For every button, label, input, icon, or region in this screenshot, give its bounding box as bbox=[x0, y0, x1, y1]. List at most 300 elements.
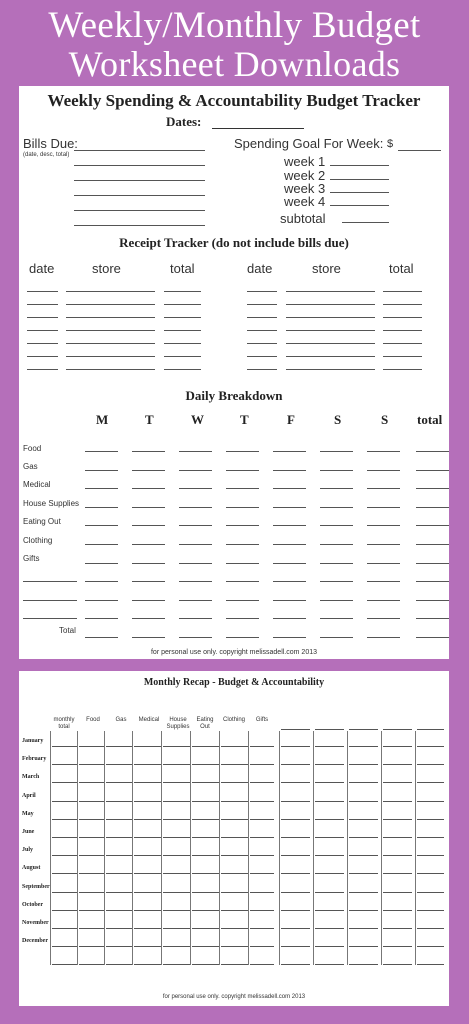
daily-cell-line bbox=[320, 488, 353, 489]
daily-cell-line bbox=[85, 563, 118, 564]
daily-cell-line bbox=[179, 470, 212, 471]
monthly-cell-line bbox=[192, 964, 219, 965]
monthly-column-divider bbox=[104, 731, 105, 965]
monthly-cell-line bbox=[250, 746, 274, 747]
daily-cell-line bbox=[320, 600, 353, 601]
monthly-cell-line bbox=[221, 764, 248, 765]
monthly-cell-line bbox=[221, 928, 248, 929]
daily-cell-line bbox=[179, 563, 212, 564]
daily-extra-category-line bbox=[23, 618, 77, 619]
spending-goal-line bbox=[398, 150, 441, 151]
receipt-tracker-title: Receipt Tracker (do not include bills due) bbox=[119, 235, 349, 250]
monthly-cell-line bbox=[349, 964, 378, 965]
receipt-line bbox=[164, 356, 201, 357]
monthly-cell-line bbox=[192, 746, 219, 747]
monthly-cell-line bbox=[250, 837, 274, 838]
monthly-cell-line bbox=[134, 892, 161, 893]
monthly-cell-line bbox=[221, 946, 248, 947]
daily-cell-line bbox=[416, 525, 449, 526]
daily-cell-line bbox=[132, 563, 165, 564]
daily-cell-line bbox=[367, 525, 400, 526]
receipt-line bbox=[27, 369, 58, 370]
monthly-title: Monthly Recap - Budget & Accountability bbox=[143, 677, 325, 688]
daily-cell-line bbox=[320, 451, 353, 452]
receipt-line bbox=[164, 343, 201, 344]
weekly-tracker-sheet bbox=[19, 86, 449, 659]
daily-cell-line bbox=[132, 488, 165, 489]
monthly-cell-line bbox=[281, 801, 310, 802]
monthly-cell-line bbox=[134, 782, 161, 783]
monthly-cell-line bbox=[106, 910, 132, 911]
monthly-cell-line bbox=[221, 782, 248, 783]
daily-cell-line bbox=[226, 637, 259, 638]
monthly-extra-column-header-line bbox=[315, 729, 344, 730]
day-head-mon: M bbox=[96, 412, 109, 427]
daily-cell-line bbox=[226, 451, 259, 452]
col-clothing: Clothing bbox=[222, 717, 245, 723]
day-head-wed: W bbox=[191, 412, 204, 427]
monthly-cell-line bbox=[134, 910, 161, 911]
col-gifts: Gifts bbox=[255, 717, 269, 723]
daily-cell-line bbox=[179, 618, 212, 619]
monthly-cell-line bbox=[192, 892, 219, 893]
weekly-title: Weekly Spending & Accountability Budget Tracker bbox=[47, 91, 421, 110]
monthly-cell-line bbox=[79, 746, 104, 747]
monthly-cell-line bbox=[417, 928, 444, 929]
month-label: May bbox=[22, 810, 34, 817]
monthly-cell-line bbox=[52, 801, 77, 802]
month-label: March bbox=[22, 774, 40, 781]
monthly-cell-line bbox=[349, 837, 378, 838]
monthly-cell-line bbox=[383, 837, 412, 838]
monthly-extra-column-header-line bbox=[349, 729, 378, 730]
receipt-line bbox=[247, 291, 277, 292]
monthly-column-divider bbox=[347, 731, 348, 965]
month-label: April bbox=[22, 792, 36, 799]
daily-cell-line bbox=[85, 618, 118, 619]
monthly-cell-line bbox=[52, 764, 77, 765]
bills-due-line bbox=[74, 180, 205, 181]
week-2-line bbox=[330, 179, 389, 180]
monthly-extra-column-header-line bbox=[281, 729, 310, 730]
monthly-recap-sheet bbox=[19, 671, 449, 1006]
receipt-line bbox=[286, 291, 375, 292]
daily-cell-line bbox=[367, 637, 400, 638]
category-gas: Gas bbox=[23, 462, 38, 471]
monthly-cell-line bbox=[79, 855, 104, 856]
monthly-cell-line bbox=[134, 764, 161, 765]
receipt-line bbox=[247, 343, 277, 344]
monthly-cell-line bbox=[315, 873, 344, 874]
receipt-col-date-2: date bbox=[247, 261, 273, 276]
category-gifts: Gifts bbox=[23, 554, 40, 563]
monthly-cell-line bbox=[79, 873, 104, 874]
category-food: Food bbox=[23, 444, 42, 453]
monthly-cell-line bbox=[163, 855, 190, 856]
daily-cell-line bbox=[226, 600, 259, 601]
receipt-col-total-2: total bbox=[389, 261, 414, 276]
monthly-cell-line bbox=[315, 819, 344, 820]
daily-cell-line bbox=[320, 637, 353, 638]
monthly-column-divider bbox=[161, 731, 162, 965]
monthly-column-divider bbox=[313, 731, 314, 965]
monthly-cell-line bbox=[106, 892, 132, 893]
monthly-cell-line bbox=[349, 746, 378, 747]
daily-cell-line bbox=[179, 525, 212, 526]
daily-cell-line bbox=[416, 581, 449, 582]
monthly-cell-line bbox=[383, 801, 412, 802]
daily-cell-line bbox=[226, 618, 259, 619]
monthly-cell-line bbox=[349, 910, 378, 911]
monthly-cell-line bbox=[79, 964, 104, 965]
receipt-line bbox=[66, 317, 155, 318]
receipt-col-store-2: store bbox=[312, 261, 341, 276]
monthly-cell-line bbox=[221, 873, 248, 874]
daily-extra-category-line bbox=[23, 600, 77, 601]
monthly-cell-line bbox=[52, 837, 77, 838]
monthly-cell-line bbox=[192, 764, 219, 765]
receipt-line bbox=[247, 330, 277, 331]
daily-cell-line bbox=[85, 637, 118, 638]
receipt-col-store-1: store bbox=[92, 261, 121, 276]
monthly-cell-line bbox=[134, 928, 161, 929]
col-gas: Gas bbox=[115, 717, 127, 723]
banner-title-line-2: Worksheet Downloads bbox=[68, 44, 401, 84]
receipt-line bbox=[383, 291, 422, 292]
monthly-cell-line bbox=[383, 910, 412, 911]
daily-cell-line bbox=[179, 507, 212, 508]
daily-cell-line bbox=[367, 618, 400, 619]
receipt-line bbox=[66, 291, 155, 292]
monthly-cell-line bbox=[315, 946, 344, 947]
monthly-footer: for personal use only. copyright melissadell.com 2013 bbox=[162, 994, 306, 1000]
daily-cell-line bbox=[367, 470, 400, 471]
monthly-cell-line bbox=[315, 746, 344, 747]
monthly-cell-line bbox=[163, 819, 190, 820]
monthly-cell-line bbox=[221, 855, 248, 856]
receipt-line bbox=[66, 330, 155, 331]
daily-cell-line bbox=[273, 470, 306, 471]
monthly-cell-line bbox=[134, 819, 161, 820]
monthly-cell-line bbox=[417, 910, 444, 911]
receipt-line bbox=[286, 317, 375, 318]
daily-breakdown-title: Daily Breakdown bbox=[185, 388, 283, 403]
receipt-line bbox=[66, 343, 155, 344]
receipt-line bbox=[66, 369, 155, 370]
currency-symbol: $ bbox=[387, 138, 394, 150]
daily-cell-line bbox=[226, 563, 259, 564]
monthly-cell-line bbox=[417, 782, 444, 783]
daily-cell-line bbox=[132, 451, 165, 452]
receipt-line bbox=[383, 369, 422, 370]
monthly-cell-line bbox=[192, 928, 219, 929]
monthly-cell-line bbox=[221, 801, 248, 802]
receipt-line bbox=[27, 330, 58, 331]
monthly-cell-line bbox=[106, 873, 132, 874]
daily-cell-line bbox=[273, 618, 306, 619]
monthly-cell-line bbox=[281, 746, 310, 747]
daily-cell-line bbox=[132, 544, 165, 545]
monthly-cell-line bbox=[192, 946, 219, 947]
daily-cell-line bbox=[273, 525, 306, 526]
month-label: June bbox=[22, 829, 35, 835]
category-clothing: Clothing bbox=[23, 536, 53, 545]
monthly-cell-line bbox=[163, 928, 190, 929]
monthly-cell-line bbox=[383, 819, 412, 820]
daily-cell-line bbox=[320, 507, 353, 508]
monthly-cell-line bbox=[349, 873, 378, 874]
daily-cell-line bbox=[320, 525, 353, 526]
daily-cell-line bbox=[416, 470, 449, 471]
receipt-line bbox=[164, 304, 201, 305]
monthly-cell-line bbox=[281, 928, 310, 929]
monthly-cell-line bbox=[250, 892, 274, 893]
daily-cell-line bbox=[273, 581, 306, 582]
daily-cell-line bbox=[179, 581, 212, 582]
daily-cell-line bbox=[416, 488, 449, 489]
monthly-cell-line bbox=[79, 892, 104, 893]
monthly-cell-line bbox=[250, 910, 274, 911]
monthly-cell-line bbox=[52, 819, 77, 820]
daily-extra-category-line bbox=[23, 581, 77, 582]
daily-cell-line bbox=[132, 581, 165, 582]
monthly-cell-line bbox=[281, 892, 310, 893]
monthly-extra-column-header-line bbox=[417, 729, 444, 730]
monthly-cell-line bbox=[79, 837, 104, 838]
monthly-cell-line bbox=[106, 928, 132, 929]
bills-due-line bbox=[74, 195, 205, 196]
col-food: Food bbox=[86, 717, 100, 723]
monthly-cell-line bbox=[281, 873, 310, 874]
day-head-thu: T bbox=[240, 412, 249, 427]
monthly-cell-line bbox=[383, 873, 412, 874]
monthly-cell-line bbox=[417, 801, 444, 802]
monthly-cell-line bbox=[192, 782, 219, 783]
monthly-cell-line bbox=[250, 801, 274, 802]
receipt-line bbox=[164, 317, 201, 318]
receipt-line bbox=[27, 356, 58, 357]
monthly-cell-line bbox=[106, 964, 132, 965]
daily-cell-line bbox=[367, 581, 400, 582]
daily-cell-line bbox=[416, 563, 449, 564]
monthly-cell-line bbox=[383, 746, 412, 747]
monthly-cell-line bbox=[315, 928, 344, 929]
monthly-cell-line bbox=[163, 910, 190, 911]
receipt-line bbox=[27, 343, 58, 344]
daily-cell-line bbox=[367, 600, 400, 601]
daily-cell-line bbox=[273, 600, 306, 601]
receipt-line bbox=[286, 304, 375, 305]
daily-cell-line bbox=[320, 618, 353, 619]
receipt-line bbox=[27, 291, 58, 292]
monthly-cell-line bbox=[315, 764, 344, 765]
monthly-cell-line bbox=[52, 855, 77, 856]
monthly-column-divider bbox=[190, 731, 191, 965]
receipt-line bbox=[247, 317, 277, 318]
daily-cell-line bbox=[416, 507, 449, 508]
monthly-cell-line bbox=[163, 764, 190, 765]
monthly-cell-line bbox=[383, 764, 412, 765]
banner-title-line-1: Weekly/Monthly Budget bbox=[48, 5, 421, 46]
monthly-cell-line bbox=[349, 855, 378, 856]
receipt-line bbox=[164, 369, 201, 370]
monthly-column-divider bbox=[248, 731, 249, 965]
monthly-cell-line bbox=[417, 873, 444, 874]
daily-cell-line bbox=[85, 488, 118, 489]
week-3-label: week 3 bbox=[284, 181, 326, 196]
category-eating-out: Eating Out bbox=[23, 517, 61, 526]
daily-cell-line bbox=[226, 470, 259, 471]
monthly-cell-line bbox=[417, 764, 444, 765]
month-label: August bbox=[22, 865, 41, 872]
monthly-cell-line bbox=[221, 819, 248, 820]
monthly-cell-line bbox=[163, 964, 190, 965]
monthly-cell-line bbox=[349, 946, 378, 947]
day-head-total: total bbox=[417, 412, 443, 427]
monthly-cell-line bbox=[106, 837, 132, 838]
receipt-line bbox=[383, 330, 422, 331]
monthly-cell-line bbox=[52, 892, 77, 893]
receipt-line bbox=[66, 304, 155, 305]
monthly-cell-line bbox=[163, 801, 190, 802]
week-1-line bbox=[330, 165, 389, 166]
monthly-cell-line bbox=[250, 873, 274, 874]
monthly-cell-line bbox=[315, 837, 344, 838]
receipt-line bbox=[247, 304, 277, 305]
bills-due-label: Bills Due: bbox=[23, 136, 78, 151]
daily-cell-line bbox=[367, 563, 400, 564]
daily-cell-line bbox=[367, 451, 400, 452]
bills-due-line bbox=[74, 165, 205, 166]
monthly-cell-line bbox=[383, 855, 412, 856]
monthly-cell-line bbox=[163, 782, 190, 783]
receipt-line bbox=[383, 343, 422, 344]
month-label: July bbox=[22, 847, 34, 854]
receipt-line bbox=[383, 317, 422, 318]
daily-cell-line bbox=[85, 507, 118, 508]
day-head-sat: S bbox=[334, 412, 342, 427]
daily-cell-line bbox=[416, 618, 449, 619]
monthly-column-divider bbox=[415, 731, 416, 965]
daily-cell-line bbox=[226, 581, 259, 582]
col-house-supplies: House Supplies bbox=[166, 717, 190, 730]
monthly-cell-line bbox=[250, 946, 274, 947]
dates-field-line bbox=[212, 128, 304, 129]
monthly-cell-line bbox=[250, 782, 274, 783]
daily-cell-line bbox=[132, 618, 165, 619]
monthly-cell-line bbox=[52, 964, 77, 965]
monthly-cell-line bbox=[106, 746, 132, 747]
category-house-supplies: House Supplies bbox=[23, 499, 80, 508]
monthly-cell-line bbox=[163, 892, 190, 893]
monthly-cell-line bbox=[79, 910, 104, 911]
week-3-line bbox=[330, 192, 389, 193]
receipt-line bbox=[286, 369, 375, 370]
bills-due-line bbox=[74, 225, 205, 226]
monthly-cell-line bbox=[349, 782, 378, 783]
monthly-cell-line bbox=[192, 801, 219, 802]
daily-cell-line bbox=[320, 470, 353, 471]
receipt-line bbox=[27, 304, 58, 305]
monthly-cell-line bbox=[349, 892, 378, 893]
week-4-line bbox=[330, 205, 389, 206]
monthly-cell-line bbox=[315, 910, 344, 911]
receipt-line bbox=[247, 369, 277, 370]
monthly-cell-line bbox=[106, 801, 132, 802]
monthly-cell-line bbox=[221, 964, 248, 965]
day-head-sun: S bbox=[381, 412, 389, 427]
monthly-column-divider bbox=[219, 731, 220, 965]
daily-cell-line bbox=[367, 488, 400, 489]
receipt-line bbox=[286, 330, 375, 331]
daily-cell-line bbox=[179, 488, 212, 489]
month-label: September bbox=[22, 883, 50, 890]
monthly-cell-line bbox=[52, 946, 77, 947]
monthly-cell-line bbox=[417, 746, 444, 747]
receipt-line bbox=[164, 330, 201, 331]
monthly-cell-line bbox=[281, 837, 310, 838]
receipt-line bbox=[247, 356, 277, 357]
receipt-line bbox=[383, 304, 422, 305]
daily-cell-line bbox=[85, 544, 118, 545]
monthly-cell-line bbox=[163, 837, 190, 838]
monthly-cell-line bbox=[281, 764, 310, 765]
monthly-cell-line bbox=[134, 964, 161, 965]
monthly-cell-line bbox=[417, 855, 444, 856]
daily-cell-line bbox=[85, 470, 118, 471]
monthly-cell-line bbox=[417, 892, 444, 893]
daily-cell-line bbox=[179, 600, 212, 601]
month-label: November bbox=[22, 920, 49, 926]
monthly-cell-line bbox=[281, 964, 310, 965]
monthly-column-divider bbox=[279, 731, 280, 965]
monthly-cell-line bbox=[134, 855, 161, 856]
monthly-cell-line bbox=[134, 801, 161, 802]
col-monthly-total: monthly total bbox=[53, 717, 75, 730]
receipt-line bbox=[383, 356, 422, 357]
monthly-cell-line bbox=[383, 964, 412, 965]
daily-cell-line bbox=[132, 637, 165, 638]
daily-cell-line bbox=[273, 451, 306, 452]
monthly-cell-line bbox=[349, 819, 378, 820]
monthly-cell-line bbox=[192, 819, 219, 820]
col-eating-out: Eating Out bbox=[196, 717, 214, 730]
banner bbox=[0, 0, 469, 88]
week-2-label: week 2 bbox=[284, 168, 326, 183]
daily-cell-line bbox=[320, 563, 353, 564]
monthly-cell-line bbox=[383, 928, 412, 929]
daily-cell-line bbox=[273, 563, 306, 564]
daily-cell-line bbox=[367, 507, 400, 508]
monthly-cell-line bbox=[163, 946, 190, 947]
monthly-cell-line bbox=[417, 946, 444, 947]
monthly-cell-line bbox=[134, 746, 161, 747]
daily-cell-line bbox=[179, 451, 212, 452]
monthly-cell-line bbox=[106, 782, 132, 783]
category-medical: Medical bbox=[23, 480, 51, 489]
monthly-cell-line bbox=[250, 964, 274, 965]
monthly-cell-line bbox=[315, 964, 344, 965]
monthly-cell-line bbox=[52, 746, 77, 747]
subtotal-label: subtotal bbox=[280, 211, 326, 226]
daily-cell-line bbox=[179, 544, 212, 545]
monthly-cell-line bbox=[221, 837, 248, 838]
daily-cell-line bbox=[273, 488, 306, 489]
month-label: December bbox=[22, 938, 48, 945]
daily-cell-line bbox=[416, 451, 449, 452]
dates-label: Dates: bbox=[166, 114, 202, 129]
monthly-cell-line bbox=[250, 855, 274, 856]
